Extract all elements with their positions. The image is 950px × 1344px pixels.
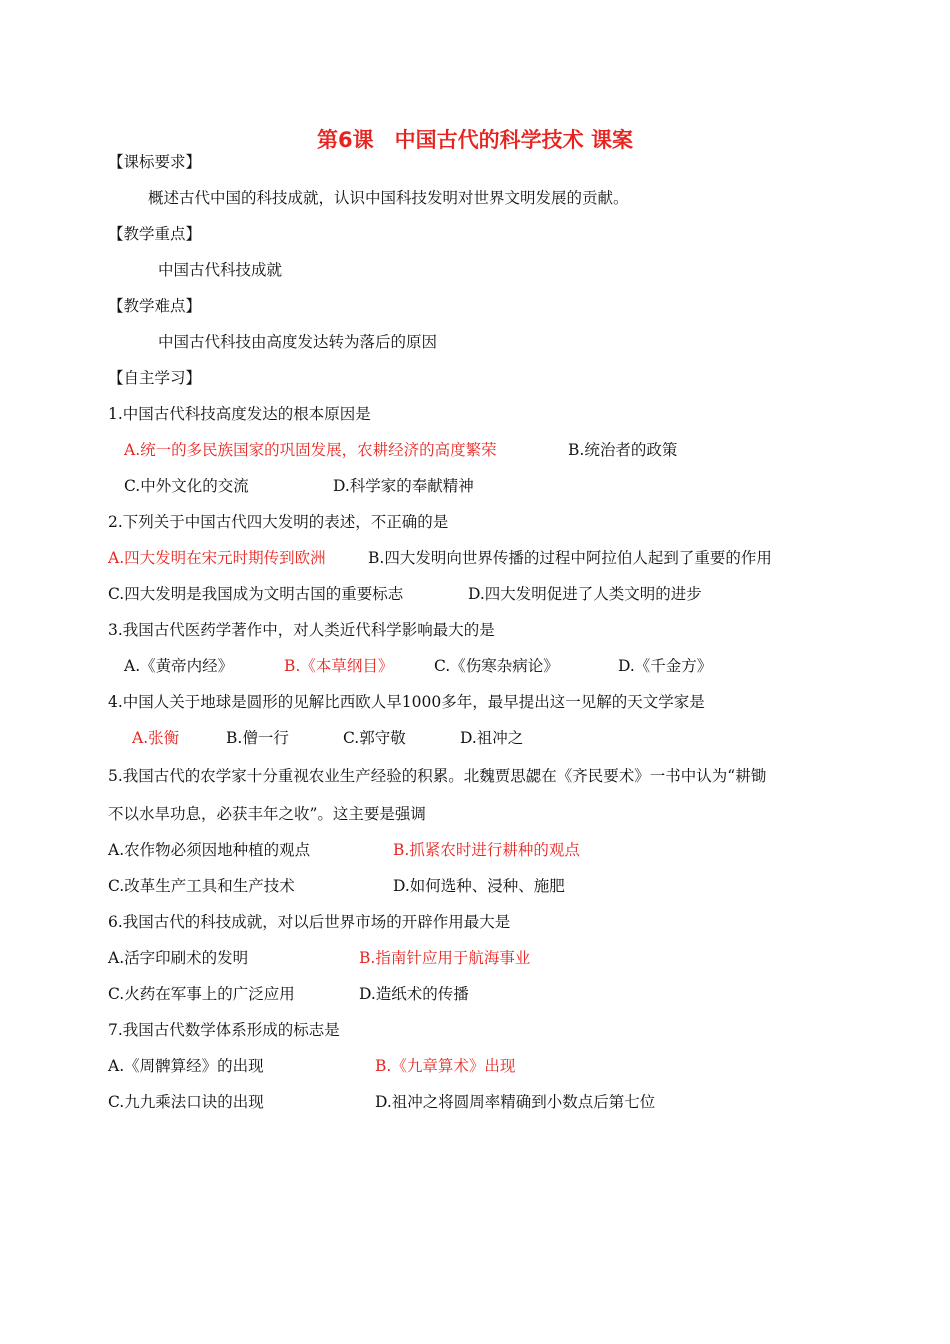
option: D.科学家的奉献精神 (333, 477, 474, 495)
standard-text: 概述古代中国的科技成就，认识中国科技发明对世界文明发展的贡献。 (148, 189, 629, 207)
difficulty-heading: 【教学难点】 (108, 297, 202, 315)
option: D.祖冲之将圆周率精确到小数点后第七位 (375, 1093, 656, 1111)
option: C.中外文化的交流 (124, 477, 249, 495)
self-study-heading: 【自主学习】 (108, 369, 202, 387)
option: B.统治者的政策 (568, 441, 678, 459)
option: C.火药在军事上的广泛应用 (108, 985, 295, 1003)
option: D.如何选种、浸种、施肥 (393, 877, 565, 895)
question-stem: 5.我国古代的农学家十分重视农业生产经验的积累。北魏贾思勰在《齐民要术》一书中认为“耕锄 (108, 767, 767, 785)
question-stem-continued: 不以水旱功息，必获丰年之收”。这主要是强调 (108, 805, 426, 823)
option: A.《周髀算经》的出现 (108, 1057, 264, 1075)
difficulty-text: 中国古代科技由高度发达转为落后的原因 (158, 333, 438, 351)
option: B.四大发明向世界传播的过程中阿拉伯人起到了重要的作用 (368, 549, 772, 567)
option: B.僧一行 (226, 729, 289, 747)
option: A.活字印刷术的发明 (108, 949, 249, 967)
standard-heading: 【课标要求】 (108, 153, 202, 171)
answer-option: A.统一的多民族国家的巩固发展，农耕经济的高度繁荣 (124, 441, 497, 459)
answer-option: B.抓紧农时进行耕种的观点 (393, 841, 580, 859)
option: D.祖冲之 (460, 729, 524, 747)
question-stem: 2.下列关于中国古代四大发明的表述，不正确的是 (108, 513, 449, 531)
option: C.郭守敬 (343, 729, 406, 747)
option: D.四大发明促进了人类文明的进步 (468, 585, 702, 603)
option: A.《黄帝内经》 (124, 657, 234, 675)
answer-option: B.《本草纲目》 (284, 657, 394, 675)
option: C.四大发明是我国成为文明古国的重要标志 (108, 585, 404, 603)
option: C.《伤寒杂病论》 (434, 657, 559, 675)
question-stem: 7.我国古代数学体系形成的标志是 (108, 1021, 340, 1039)
answer-option: B.指南针应用于航海事业 (359, 949, 531, 967)
option: C.改革生产工具和生产技术 (108, 877, 295, 895)
question-stem: 3.我国古代医药学著作中，对人类近代科学影响最大的是 (108, 621, 495, 639)
focus-heading: 【教学重点】 (108, 225, 202, 243)
option: D.造纸术的传播 (359, 985, 469, 1003)
answer-option: B.《九章算术》出现 (375, 1057, 516, 1075)
option: C.九九乘法口诀的出现 (108, 1093, 264, 1111)
question-stem: 6.我国古代的科技成就，对以后世界市场的开辟作用最大是 (108, 913, 511, 931)
answer-option: A.四大发明在宋元时期传到欧洲 (108, 549, 326, 567)
question-stem: 4.中国人关于地球是圆形的见解比西欧人早1000多年，最早提出这一见解的天文学家是 (108, 693, 705, 711)
focus-text: 中国古代科技成就 (158, 261, 283, 279)
question-stem: 1.中国古代科技高度发达的根本原因是 (108, 405, 371, 423)
answer-option: A.张衡 (132, 729, 180, 747)
option: D.《千金方》 (618, 657, 713, 675)
option: A.农作物必须因地种植的观点 (108, 841, 311, 859)
page-title: 第6课 中国古代的科学技术 课案 (317, 128, 633, 152)
